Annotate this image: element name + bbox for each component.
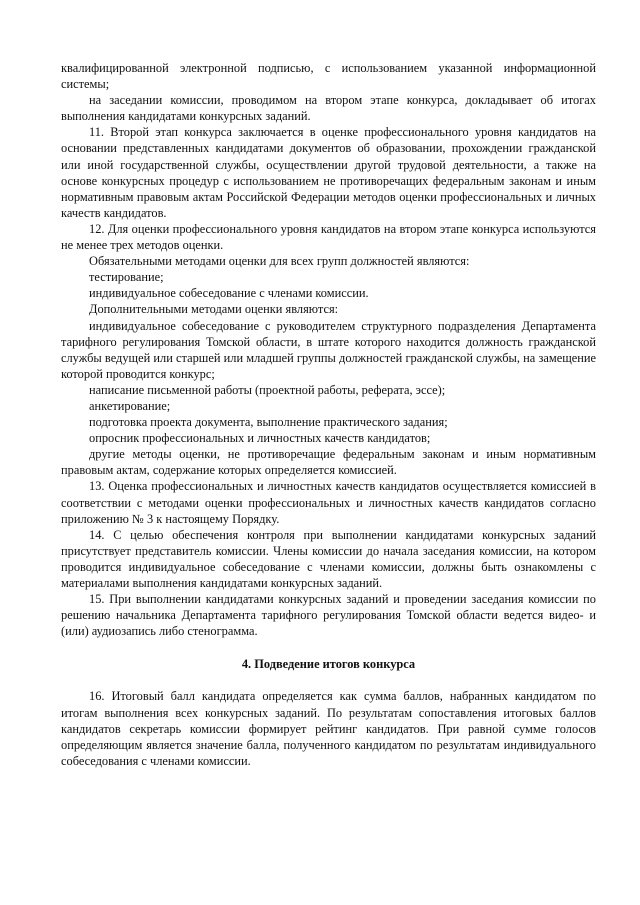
paragraph: 12. Для оценки профессионального уровня кандидатов на втором этапе конкурса используются не менее трех методов оценки. bbox=[61, 221, 596, 253]
paragraph: Дополнительными методами оценки являются: bbox=[89, 302, 339, 317]
document-page bbox=[61, 60, 596, 769]
paragraph: на заседании комиссии, проводимом на втором этапе конкурса, докладывает об итогах выполнения кандидатами конкурсных заданий. bbox=[61, 93, 596, 124]
paragraph: индивидуальное собеседование с руководителем структурного подразделения Департамента тарифного регулирования Томской области, в штате которого находится должность гражданской службы ведущей или старшей или младшей группы должностей гражданской службы, на замещение которой проводится конкурс; bbox=[61, 318, 596, 381]
paragraph: анкетирование; bbox=[89, 398, 171, 413]
paragraph: квалифицированной электронной подписью, с использованием указанной информационной системы; bbox=[61, 61, 596, 92]
section-heading: 4. Подведение итогов конкурса bbox=[241, 657, 416, 672]
paragraph: 11. Второй этап конкурса заключается в оценке профессионального уровня кандидатов на основании представленных кандидатами документов об образовании, прохождении гражданской или иной государственной службы, осуществлении другой трудовой деятельности, а также на основе конкурсных процедур с использованием не противоречащих федеральным законам и иным нормативным правовым актам Российской Федерации методов оценки профессиональных и личных качеств кандидатов. bbox=[61, 125, 596, 220]
paragraph: индивидуальное собеседование с членами комиссии. bbox=[89, 286, 369, 301]
paragraph: 13. Оценка профессиональных и личностных качеств кандидатов осуществляется комиссией в соответствии с методами оценки профессиональных и личностных качеств кандидатов согласно приложению № 3 к настоящему Порядку. bbox=[61, 479, 596, 526]
paragraph: тестирование; bbox=[89, 270, 164, 285]
paragraph: подготовка проекта документа, выполнение практического задания; bbox=[89, 415, 448, 430]
section-body-after bbox=[61, 688, 596, 768]
paragraph: опросник профессиональных и личностных качеств кандидатов; bbox=[89, 431, 431, 446]
section-body-before bbox=[61, 60, 596, 639]
paragraph: 14. С целью обеспечения контроля при выполнении кандидатами конкурсных заданий присутствует представитель комиссии. Члены комиссии до начала заседания комиссии, на котором проводится индивидуальное собеседование с членами комиссии, должны быть ознакомлены с материалами выполнения кандидатами конкурсных заданий. bbox=[61, 527, 596, 590]
paragraph: 15. При выполнении кандидатами конкурсных заданий и проведении заседания комиссии по решению начальника Департамента тарифного регулирования Томской области ведется видео- и (или) аудиозапись либо стенограмма. bbox=[61, 592, 596, 639]
paragraph: Обязательными методами оценки для всех групп должностей являются: bbox=[89, 254, 470, 269]
paragraph: другие методы оценки, не противоречащие федеральным законам и иным нормативным правовым актам, содержание которых определяется комиссией. bbox=[61, 447, 596, 478]
paragraph: 16. Итоговый балл кандидата определяется как сумма баллов, набранных кандидатом по итогам выполнения всех конкурсных заданий. По результатам сопоставления итоговых баллов кандидатов секретарь комиссии формирует рейтинг кандидатов. При равной сумме голосов определяющим является значение балла, полученного кандидатом по результатам индивидуального собеседования с членами комиссии. bbox=[61, 689, 596, 768]
paragraph: написание письменной работы (проектной работы, реферата, эссе); bbox=[89, 382, 446, 397]
